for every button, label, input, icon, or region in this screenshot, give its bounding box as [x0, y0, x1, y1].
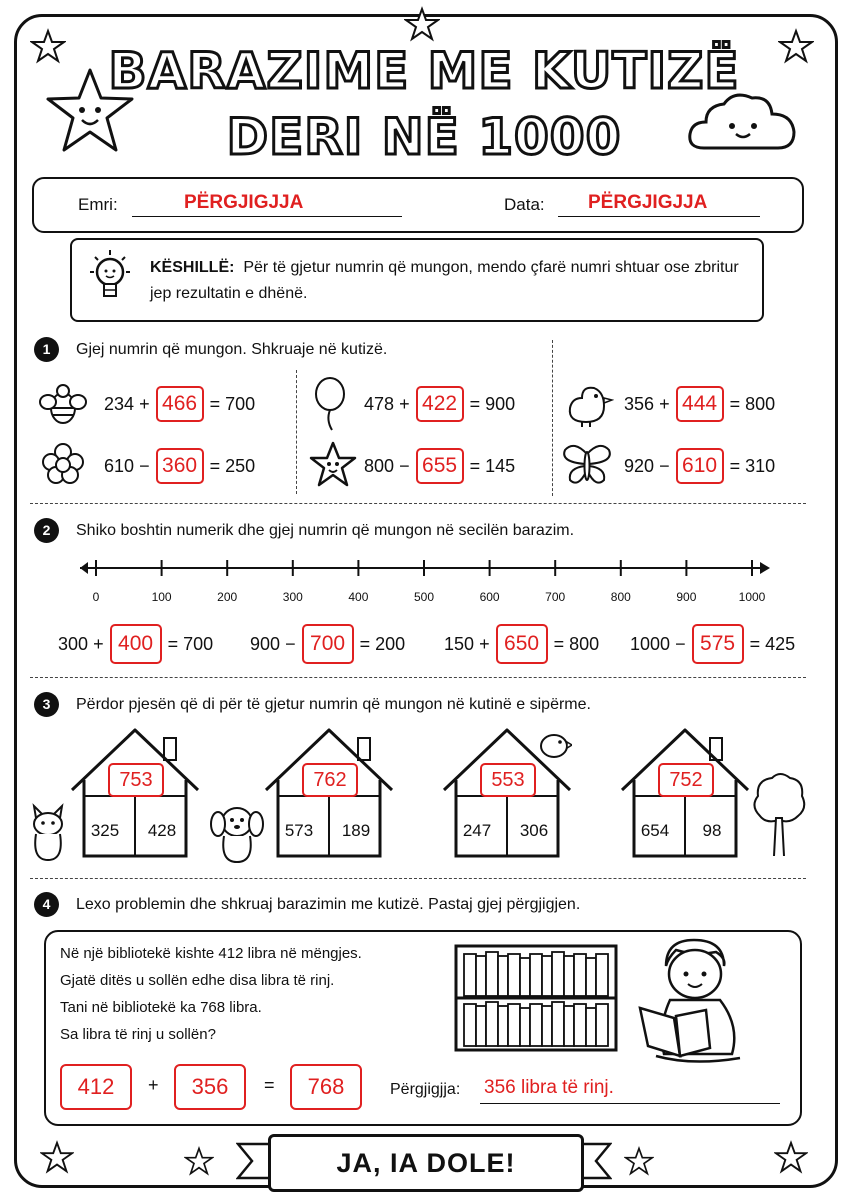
number-line-label: 1000: [738, 590, 766, 604]
balloon-icon: [310, 376, 350, 432]
q1-equation: [104, 386, 255, 422]
minuend: 920: [624, 455, 655, 476]
bee-icon: [38, 378, 88, 428]
answer-box[interactable]: 412: [60, 1064, 132, 1110]
equals: =: [749, 633, 761, 654]
problem-line: Në një bibliotekë kishte 412 libra në mëngjes.: [60, 945, 362, 962]
addend: 300: [58, 633, 89, 654]
q1-equation: [364, 448, 515, 484]
column-divider: [552, 340, 553, 496]
answer-label: Përgjigjja:: [390, 1081, 461, 1098]
bird-icon: [562, 378, 614, 428]
equals: =: [264, 1075, 275, 1095]
house-top-box[interactable]: 553: [480, 763, 536, 797]
operator: +: [93, 633, 104, 654]
q1-equation: [624, 386, 775, 422]
problem-line: Sa libra të rinj u sollën?: [60, 1026, 216, 1043]
operator: +: [148, 1075, 159, 1095]
operator: −: [285, 633, 296, 654]
equals: =: [553, 633, 565, 654]
number-line: [80, 556, 770, 586]
operator: +: [479, 633, 490, 654]
q2-equation: [58, 624, 213, 664]
bookshelf-icon: [452, 942, 622, 1054]
answer-box[interactable]: 400: [110, 624, 162, 664]
result: 250: [225, 455, 256, 476]
q1-equation: [364, 386, 515, 422]
dog-icon: [208, 798, 266, 864]
equals: =: [469, 393, 481, 414]
name-value[interactable]: PËRGJIGJJA: [184, 192, 304, 213]
q3-instruction: Përdor pjesën që di për të gjetur numrin që mungon në kutinë e sipërme.: [76, 696, 591, 713]
question-number: 4: [34, 892, 59, 917]
equals: =: [729, 393, 741, 414]
date-value[interactable]: PËRGJIGJJA: [588, 192, 708, 213]
number-line-label: 200: [217, 590, 238, 604]
number-line-label: 400: [348, 590, 369, 604]
tip-text-block: [150, 255, 750, 307]
section-divider: [30, 878, 806, 879]
flower-icon: [38, 440, 88, 490]
house-right-value: 189: [341, 821, 371, 840]
page-title-line1: BARAZIME ME KUTIZË: [108, 42, 740, 100]
q4-instruction: Lexo problemin dhe shkruaj barazimin me kutizë. Pastaj gjej përgjigjen.: [76, 896, 581, 913]
answer-line: [480, 1103, 780, 1104]
answer-box[interactable]: 700: [302, 624, 354, 664]
result: 800: [569, 633, 600, 654]
q1-equation: [624, 448, 775, 484]
house-left-value: 247: [462, 821, 492, 840]
q2-equation: [250, 624, 405, 664]
answer-box[interactable]: 650: [496, 624, 548, 664]
q2-equation: [630, 624, 795, 664]
number-line-label: 700: [545, 590, 566, 604]
addend: 150: [444, 633, 475, 654]
addend: 478: [364, 393, 395, 414]
number-line-label: 300: [282, 590, 303, 604]
cat-icon: [22, 798, 74, 862]
butterfly-icon: [560, 440, 614, 490]
problem-text: [60, 940, 362, 1048]
page-title-line2: DERI NË 1000: [226, 108, 622, 166]
addend: 356: [624, 393, 655, 414]
answer-box[interactable]: 422: [416, 386, 464, 422]
date-label: Data:: [504, 195, 545, 214]
tree-icon: [750, 770, 808, 858]
question-number: 1: [34, 337, 59, 362]
lightbulb-icon: [84, 246, 136, 310]
house-right-value: 306: [519, 821, 549, 840]
operator: −: [399, 455, 410, 476]
house-left-value: 573: [284, 821, 314, 840]
minuend: 1000: [630, 633, 671, 654]
house-top-box[interactable]: 762: [302, 763, 358, 797]
answer-box[interactable]: 356: [174, 1064, 246, 1110]
answer-box[interactable]: 444: [676, 386, 724, 422]
answer-box[interactable]: 466: [156, 386, 204, 422]
q2-instruction: Shiko boshtin numerik dhe gjej numrin që mungon në secilën barazim.: [76, 522, 575, 539]
result: 425: [765, 633, 796, 654]
house-left-value: 654: [640, 821, 670, 840]
tip-text: Për të gjetur numrin që mungon, mendo çfarë numri shtuar ose zbritur jep rezultatin e dhënë.: [150, 259, 739, 302]
equals: =: [469, 455, 481, 476]
equals: =: [209, 455, 221, 476]
result: 700: [225, 393, 256, 414]
number-line-label: 0: [92, 590, 100, 604]
footer-banner: JA, IA DOLE!: [268, 1134, 584, 1192]
tip-label: KËSHILLË:: [150, 259, 235, 276]
answer-box[interactable]: 360: [156, 448, 204, 484]
operator: +: [399, 393, 410, 414]
addend: 234: [104, 393, 135, 414]
answer-value[interactable]: 356 libra të rinj.: [484, 1077, 614, 1098]
answer-box[interactable]: 768: [290, 1064, 362, 1110]
operator: +: [139, 393, 150, 414]
result: 700: [183, 633, 214, 654]
number-line-label: 100: [151, 590, 172, 604]
minuend: 800: [364, 455, 395, 476]
house-top-box[interactable]: 752: [658, 763, 714, 797]
star-icon: [774, 1140, 808, 1174]
result: 200: [375, 633, 406, 654]
equals: =: [359, 633, 371, 654]
q1-equation: [104, 448, 255, 484]
minuend: 610: [104, 455, 135, 476]
result: 310: [745, 455, 776, 476]
section-divider: [30, 503, 806, 504]
house-right-value: 98: [702, 821, 722, 840]
operator: +: [659, 393, 670, 414]
problem-line: Gjatë ditës u sollën edhe disa libra të rinj.: [60, 972, 335, 989]
question-number: 3: [34, 692, 59, 717]
result: 145: [485, 455, 516, 476]
number-line-label: 600: [479, 590, 500, 604]
bird-icon: [532, 726, 572, 760]
house-top-box[interactable]: 753: [108, 763, 164, 797]
result: 800: [745, 393, 776, 414]
section-divider: [30, 677, 806, 678]
problem-line: Tani në bibliotekë ka 768 libra.: [60, 999, 262, 1016]
result: 900: [485, 393, 516, 414]
name-line: [132, 216, 402, 217]
equals: =: [167, 633, 179, 654]
answer-box[interactable]: 655: [416, 448, 464, 484]
house-left-value: 325: [90, 821, 120, 840]
equals: =: [209, 393, 221, 414]
boy-reading-icon: [636, 936, 748, 1066]
minuend: 900: [250, 633, 281, 654]
q2-equation: [444, 624, 599, 664]
number-line-label: 500: [413, 590, 435, 604]
answer-box[interactable]: 575: [692, 624, 744, 664]
question-number: 2: [34, 518, 59, 543]
house-right-value: 428: [147, 821, 177, 840]
star-icon: [404, 6, 440, 42]
name-label: Emri:: [78, 195, 118, 214]
star-icon: [624, 1146, 654, 1176]
number-line-label: 800: [610, 590, 631, 604]
star-icon: [308, 440, 358, 490]
answer-box[interactable]: 610: [676, 448, 724, 484]
star-icon: [40, 1140, 74, 1174]
star-icon: [184, 1146, 214, 1176]
operator: −: [675, 633, 686, 654]
column-divider: [296, 370, 297, 494]
date-line: [558, 216, 760, 217]
operator: −: [659, 455, 670, 476]
number-line-label: 900: [676, 590, 697, 604]
equals: =: [729, 455, 741, 476]
operator: −: [139, 455, 150, 476]
q1-instruction: Gjej numrin që mungon. Shkruaje në kutizë.: [76, 341, 388, 358]
